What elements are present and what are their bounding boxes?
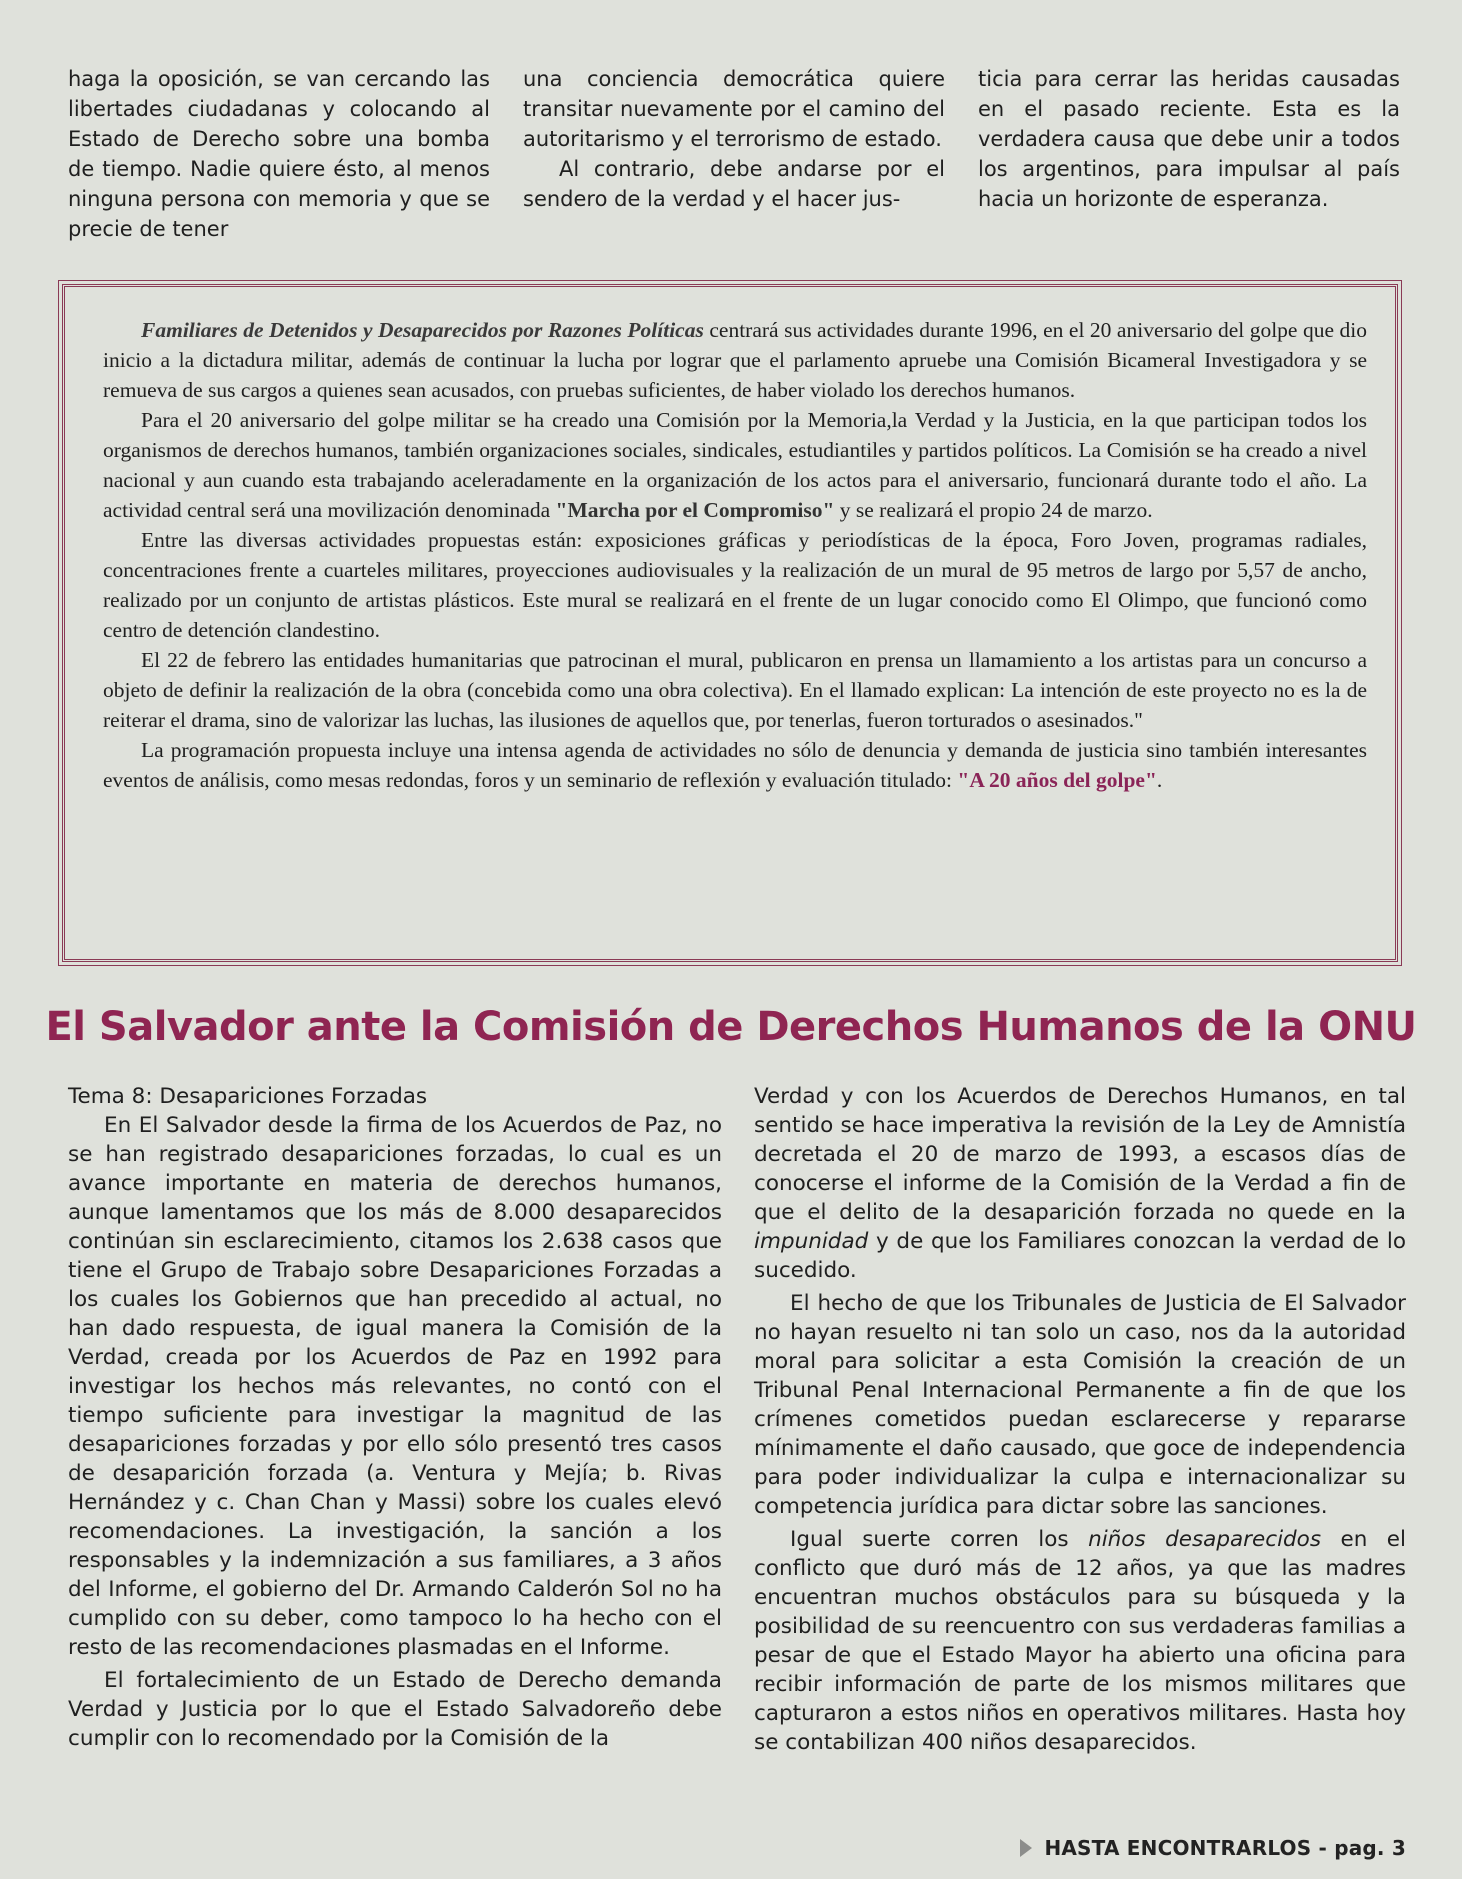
box-paragraph-3: Entre las diversas actividades propuestas están: exposiciones gráficas y periodísticas de la época, Foro Joven, programas radiales, concentraciones frente a cuarteles militares, proyecciones audiovisuales y la realización de un mural de 95 metros de largo por 5,57 de ancho, realizado por un conjunto de artistas plásticos. Este mural se realizará en el frente de un lugar conocido como El Olimpo, que funcionó como centro de detención clandestino. [103, 528, 1367, 642]
paragraph-text: . [1156, 768, 1163, 792]
page-footer [1020, 1836, 1406, 1860]
article-headline: El Salvador ante la Comisión de Derechos Humanos de la ONU [45, 1004, 1417, 1050]
paragraph: En El Salvador desde la firma de los Acuerdos de Paz, no se han registrado desapariciones forzadas, lo cual es un avance importante en materia de derechos humanos, aunque lamentamos que los más de 8.000 desaparecidos continúan sin esclarecimiento, citamos los 2.638 casos que tiene el Grupo de Trabajo sobre Desapariciones Forzadas a los cuales los Gobiernos que han precedido al actual, no han dado respuesta, de igual manera la Comisión de la Verdad, creada por los Acuerdos de Paz en 1992 para investigar los hechos más relevantes, no contó con el tiempo suficiente para investigar la magnitud de las desapariciones forzadas y por ello sólo presentó tres casos de desaparición forzada (a. Ventura y Mejía; b. Rivas Hernández y c. Chan Chan y Massi) sobre los cuales elevó recomendaciones. La investigación, la sanción a los responsables y la indemnización a sus familiares, a 3 años del Informe, el gobierno del Dr. Armando Calderón Sol no ha cumplido con su deber, como tampoco lo ha hecho con el resto de las recomendaciones plasmadas en el Informe. [68, 1113, 722, 1660]
paragraph [754, 1525, 1406, 1757]
paragraph: El fortalecimiento de un Estado de Derecho demanda Verdad y Justicia por lo que el Estado Salvadoreño debe cumplir con lo recomendado por la Comisión de la [68, 1668, 722, 1751]
seminar-title: "A 20 años del golpe" [957, 768, 1157, 792]
paragraph-text: en el conflicto que duró más de 12 años, ya que las madres encuentran muchos obstáculos para su búsqueda y la posibilidad de su reencuentro con sus verdaderas familias a pesar de que el Estado Mayor ha abierto una oficina para recibir información de parte de los mismos militares que capturaron a estos niños en operativos militares. Hasta hoy se contabilizan 400 niños desaparecidos. [754, 1527, 1406, 1755]
organization-name: Familiares de Detenidos y Desaparecidos por Razones Políticas [141, 318, 704, 342]
box-text [103, 315, 1367, 795]
emphasis: impunidad [754, 1229, 869, 1254]
paragraph-text: La programación propuesta incluye una intensa agenda de actividades no sólo de denuncia y demanda de justicia sino también interesantes eventos de análisis, como mesas redondas, foros y un seminario de reflexión y evaluación titulado: [103, 738, 1367, 792]
footer-text: HASTA ENCONTRARLOS - pag. 3 [1044, 1836, 1406, 1860]
paragraph [754, 1082, 1406, 1285]
emphasis: niños desaparecidos [1088, 1527, 1322, 1552]
march-name: "Marcha por el Compromiso" [555, 498, 835, 522]
top-column-1 [68, 64, 490, 244]
top-columns [68, 64, 1408, 254]
box-paragraph-1 [103, 315, 1367, 405]
bottom-column-left [68, 1082, 722, 1753]
paragraph: una conciencia democrática quiere transitar nuevamente por el camino del autoritarismo y el terrorismo de estado. [523, 67, 945, 151]
top-column-3 [978, 64, 1400, 214]
paragraph-text: y de que los Familiares conozcan la verdad de lo sucedido. [754, 1229, 1406, 1283]
top-column-2 [523, 64, 945, 214]
paragraph: haga la oposición, se van cercando las libertades ciudadanas y colocando al Estado de Derecho sobre una bomba de tiempo. Nadie quiere ésto, al menos ninguna persona con memoria y que se precie de tener [68, 67, 490, 241]
paragraph-text: y se realizará el propio 24 de marzo. [834, 498, 1153, 522]
article-subtitle: Tema 8: Desapariciones Forzadas [68, 1084, 428, 1109]
framed-announcement-box [62, 284, 1398, 962]
paragraph: ticia para cerrar las heridas causadas en el pasado reciente. Esta es la verdadera causa que debe unir a todos los argentinos, para impulsar al país hacia un horizonte de esperanza. [978, 67, 1400, 211]
paragraph-text: centrará sus actividades durante 1996, en el 20 aniversario del golpe que dio inicio a la dictadura militar, además de continuar la lucha por lograr que el parlamento apruebe una Comisión Bicameral Investigadora y se remueva de sus cargos a quienes sean acusados, con pruebas suficientes, de haber violado los derechos humanos. [103, 318, 1367, 402]
paragraph-text: Verdad y con los Acuerdos de Derechos Humanos, en tal sentido se hace imperativa la revisión de la Ley de Amnistía decretada el 20 de marzo de 1993, a escasos días de conocerse el informe de la Comisión de la Verdad a fin de que el delito de la desaparición forzada no quede en la [754, 1084, 1406, 1225]
paragraph: El hecho de que los Tribunales de Justicia de El Salvador no hayan resuelto ni tan solo un caso, nos da la autoridad moral para solicitar a esta Comisión la creación de un Tribunal Penal Internacional Permanente a fin de que los crímenes cometidos puedan esclarecerse y repararse mínimamente el daño causado, que goce de independencia para poder individualizar la culpa e internacionalizar su competencia jurídica para dictar sobre las sanciones. [754, 1291, 1406, 1519]
paragraph: Al contrario, debe andarse por el sendero de la verdad y el hacer jus- [523, 157, 945, 211]
triangle-icon [1020, 1839, 1032, 1857]
bottom-column-right [754, 1082, 1406, 1757]
paragraph-text: Para el 20 aniversario del golpe militar se ha creado una Comisión por la Memoria,la Verdad y la Justicia, en la que participan todos los organismos de derechos humanos, también organizaciones sociales, sindicales, estudiantiles y partidos políticos. La Comisión se ha creado a nivel nacional y aun cuando esta trabajando aceleradamente en la organización de los actos para el aniversario, funcionará durante todo el año. La actividad central será una movilización denominada [103, 408, 1367, 522]
box-paragraph-4: El 22 de febrero las entidades humanitarias que patrocinan el mural, publicaron en prensa un llamamiento a los artistas para un concurso a objeto de definir la realización de la obra (concebida como una obra colectiva). En el llamado explican: La intención de este proyecto no es la de reiterar el drama, sino de valorizar las luchas, las ilusiones de aquellos que, por tenerlas, fueron torturados o asesinados." [103, 648, 1367, 732]
paragraph-text: Igual suerte corren los [790, 1527, 1089, 1552]
box-paragraph-5 [103, 735, 1367, 795]
box-paragraph-2 [103, 405, 1367, 525]
